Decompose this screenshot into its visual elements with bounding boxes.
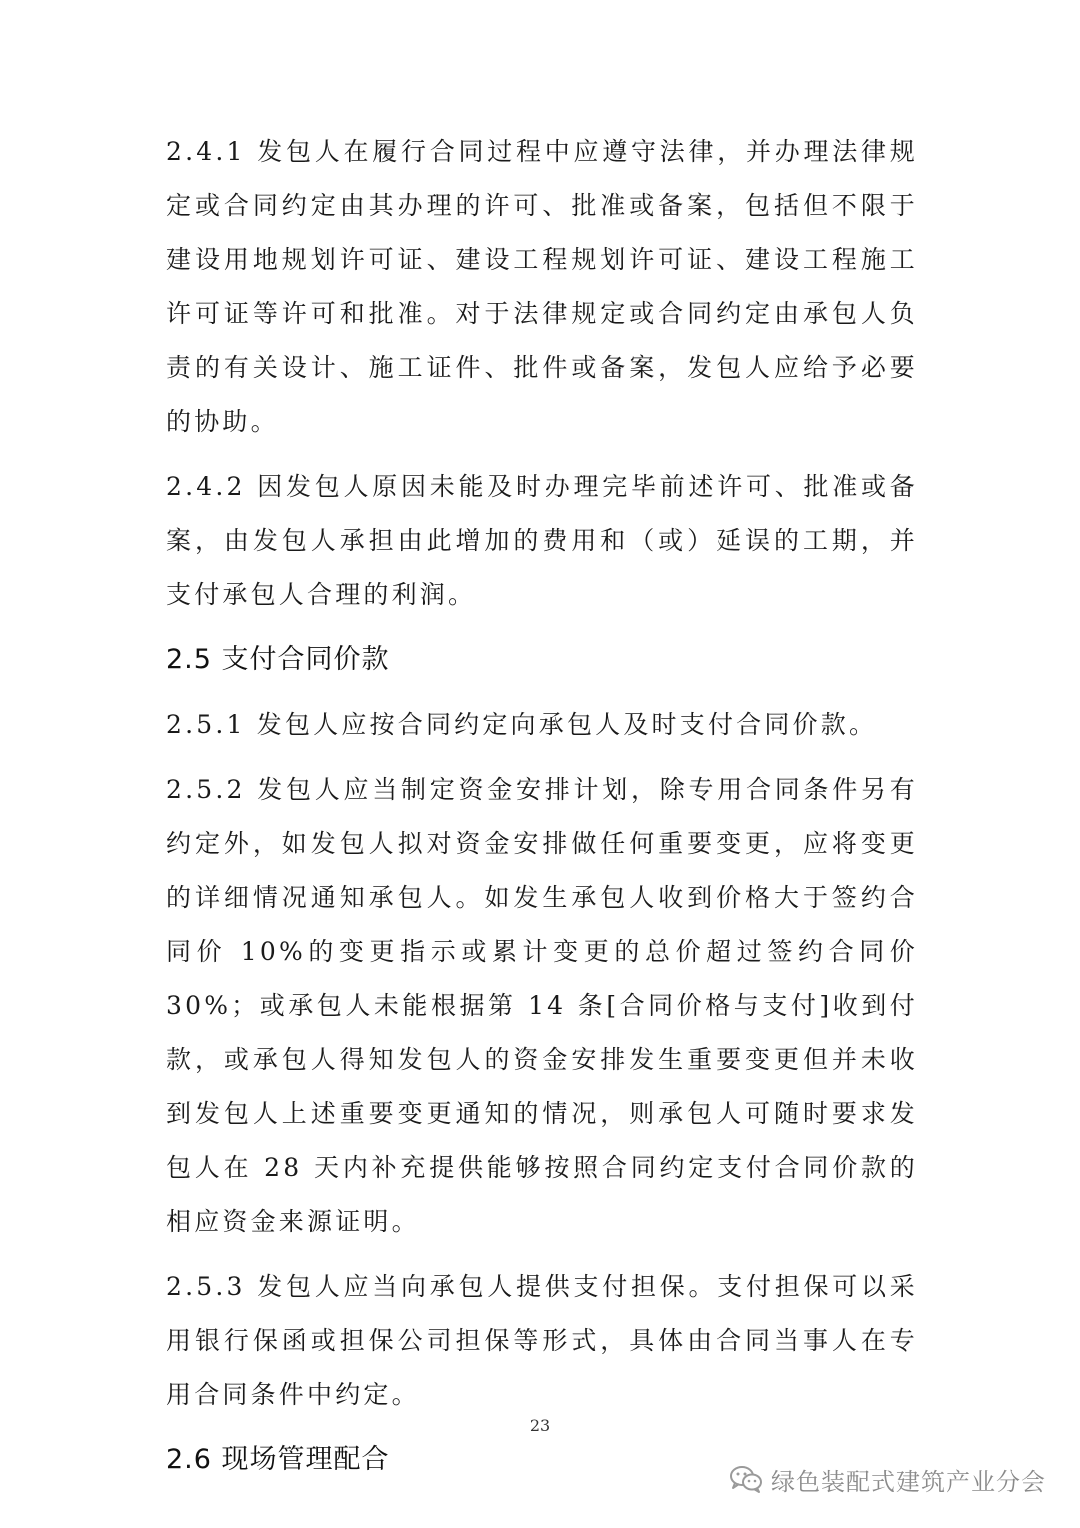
watermark-text: 绿色装配式建筑产业分会	[771, 1467, 1046, 1496]
clause-2-4-1: 2.4.1 发包人在履行合同过程中应遵守法律，并办理法律规定或合同约定由其办理的许可、批准或备案，包括但不限于建设用地规划许可证、建设工程规划许可证、建设工程施工许可证等许可和批准。对于法律规定或合同约定由承包人负责的有关设计、施工证件、批件或备案，发包人应给予必要的协助。	[166, 137, 918, 436]
clause-2-4-2: 2.4.2 因发包人原因未能及时办理完毕前述许可、批准或备案，由发包人承担由此增加的费用和（或）延误的工期，并支付承包人合理的利润。	[166, 472, 918, 609]
page-number: 23	[529, 1416, 551, 1435]
section-heading-2-6: 2.6 现场管理配合	[166, 1444, 390, 1475]
document-body	[166, 125, 918, 1498]
clause-2-5-2: 2.5.2 发包人应当制定资金安排计划，除专用合同条件另有约定外，如发包人拟对资金安排做任何重要变更，应将变更的详细情况通知承包人。如发生承包人收到价格大于签约合同价 10%的变更指示或累计变更的总价超过签约合同价 30%；或承包人未能根据第 14 条[合同价格与支付]收到付款，或承包人得知发包人的资金安排发生重要变更但并未收到发包人上述重要变更通知的情况，则承包人可随时要求发包人在 28 天内补充提供能够按照合同约定支付合同价款的相应资金来源证明。	[166, 775, 918, 1236]
section-heading-2-5: 2.5 支付合同价款	[166, 644, 390, 675]
clause-2-5-3: 2.5.3 发包人应当向承包人提供支付担保。支付担保可以采用银行保函或担保公司担保等形式，具体由合同当事人在专用合同条件中约定。	[166, 1272, 918, 1409]
watermark	[729, 1462, 1046, 1496]
wechat-icon	[729, 1464, 763, 1494]
clause-2-5-1: 2.5.1 发包人应按合同约定向承包人及时支付合同价款。	[166, 710, 878, 739]
